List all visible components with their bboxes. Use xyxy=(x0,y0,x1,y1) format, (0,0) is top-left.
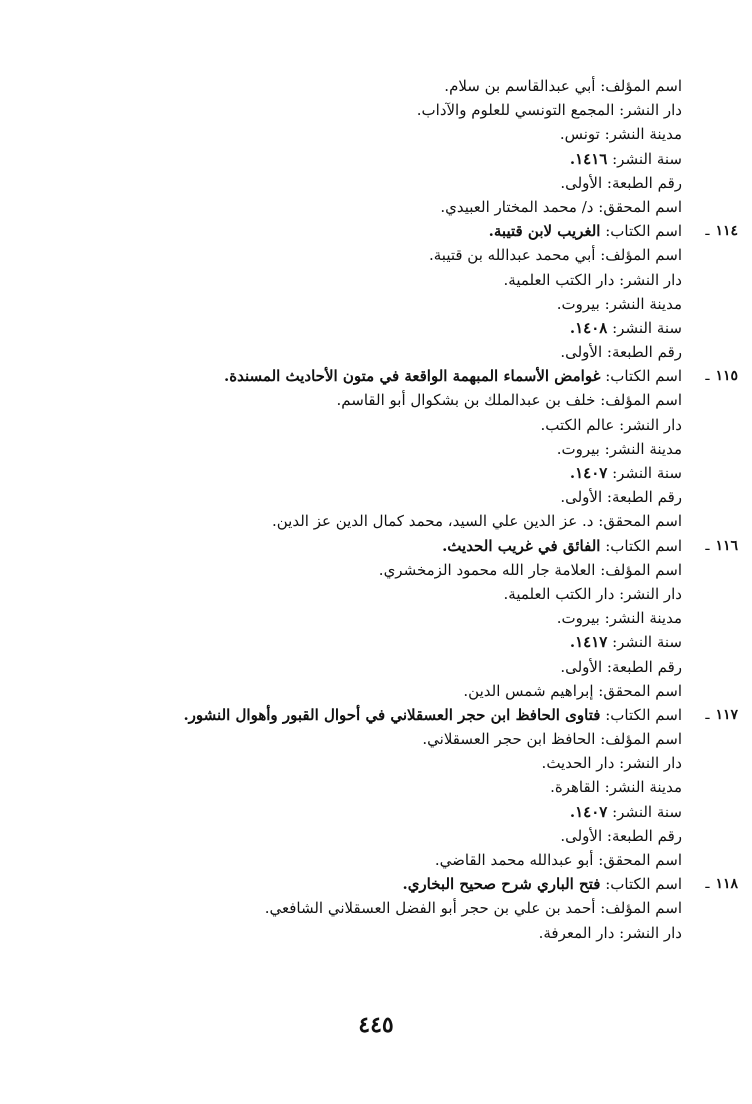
entry-number xyxy=(705,364,738,388)
bibliography-line xyxy=(82,509,682,533)
field-value: ١٤١٧. xyxy=(569,633,608,652)
bibliography-line xyxy=(82,824,682,848)
field-label: دار النشر: xyxy=(619,923,682,942)
field-value: دار الحديث. xyxy=(541,754,615,773)
bibliography-line xyxy=(82,582,682,606)
entry-number-value: ١١٤ xyxy=(715,223,738,240)
field-label: مدينة النشر: xyxy=(604,609,682,628)
field-label: اسم الكتاب: xyxy=(605,875,682,894)
field-value: فتاوى الحافظ ابن حجر العسقلاني في أحوال القبور وأهوال النشور. xyxy=(183,705,601,724)
bibliography-line xyxy=(82,74,682,98)
field-value: دار الكتب العلمية. xyxy=(503,270,615,289)
field-label: دار النشر: xyxy=(619,584,682,603)
field-value: العلامة جار الله محمود الزمخشري. xyxy=(378,560,596,579)
field-value: ١٤٠٧. xyxy=(569,802,608,821)
field-value: أبو عبدالله محمد القاضي. xyxy=(434,851,594,869)
field-value: الفائق في غريب الحديث. xyxy=(442,536,601,555)
field-value: ١٤١٦. xyxy=(569,149,608,168)
field-value: أبي عبدالقاسم بن سلام. xyxy=(444,77,596,95)
field-value: فتح الباري شرح صحيح البخاري. xyxy=(402,875,601,894)
field-label: دار النشر: xyxy=(619,270,682,289)
field-value: القاهرة. xyxy=(550,778,600,797)
bibliography-line xyxy=(82,679,682,703)
field-value: بيروت. xyxy=(556,439,600,458)
field-label: رقم الطبعة: xyxy=(606,826,682,845)
entry-number-value: ١١٥ xyxy=(715,368,738,385)
field-value: الأولى. xyxy=(560,488,603,507)
field-value: عالم الكتب. xyxy=(540,415,615,434)
field-label: سنة النشر: xyxy=(612,633,682,652)
bibliography-line xyxy=(82,655,682,679)
field-value: أحمد بن علي بن حجر أبو الفضل العسقلاني الشافعي. xyxy=(264,899,596,918)
bibliography-line xyxy=(82,461,682,485)
field-value: الأولى. xyxy=(560,343,603,362)
entry-number xyxy=(705,534,738,558)
bibliography-line xyxy=(82,171,682,195)
field-value: غوامض الأسماء المبهمة الواقعة في متون الأحاديث المسندة. xyxy=(224,367,601,386)
entry-number-value: ١١٦ xyxy=(715,537,738,554)
field-value: ١٤٠٨. xyxy=(569,318,608,337)
field-label: سنة النشر: xyxy=(612,318,682,337)
bibliography-line xyxy=(82,413,682,437)
entry-number xyxy=(705,872,738,896)
field-value: أبي محمد عبدالله بن قتيبة. xyxy=(428,246,596,265)
field-label: سنة النشر: xyxy=(612,149,682,168)
field-label: دار النشر: xyxy=(619,101,682,120)
field-label: اسم المؤلف: xyxy=(600,730,682,749)
field-label: دار النشر: xyxy=(619,754,682,773)
entry-number-value: ١١٨ xyxy=(715,876,738,893)
field-value: إبراهيم شمس الدين. xyxy=(463,681,594,700)
bibliography-line xyxy=(82,122,682,146)
bibliography-line xyxy=(82,147,682,171)
page-number: ٤٤٥ xyxy=(358,1012,394,1038)
entry-dash: ـ xyxy=(705,368,710,385)
entry-dash: ـ xyxy=(705,537,710,554)
field-label: دار النشر: xyxy=(619,415,682,434)
field-label: مدينة النشر: xyxy=(604,778,682,797)
field-label: رقم الطبعة: xyxy=(606,657,682,676)
field-label: اسم المؤلف: xyxy=(600,560,682,579)
field-label: اسم المؤلف: xyxy=(600,77,682,95)
field-value: خلف بن عبدالملك بن بشكوال أبو القاسم. xyxy=(336,391,596,410)
bibliography-line xyxy=(82,921,682,945)
field-label: اسم المحقق: xyxy=(598,851,682,869)
field-label: سنة النشر: xyxy=(612,464,682,482)
entry-dash: ـ xyxy=(705,223,710,240)
bibliography-line xyxy=(82,340,682,364)
bibliography-line xyxy=(82,606,682,630)
bibliography-line xyxy=(82,437,682,461)
bibliography-line xyxy=(82,243,682,267)
field-label: سنة النشر: xyxy=(612,802,682,821)
field-label: رقم الطبعة: xyxy=(606,173,682,192)
field-value: بيروت. xyxy=(556,294,600,313)
field-value: الأولى. xyxy=(560,826,603,845)
bibliography-line xyxy=(82,98,682,122)
field-label: رقم الطبعة: xyxy=(606,488,682,507)
bibliography-line xyxy=(82,727,682,751)
field-label: مدينة النشر: xyxy=(604,439,682,458)
bibliography-line xyxy=(82,800,682,824)
field-value: بيروت. xyxy=(556,609,600,628)
bibliography-line xyxy=(82,195,682,219)
field-label: اسم الكتاب: xyxy=(605,222,682,241)
bibliography-line xyxy=(82,364,738,388)
bibliography-line xyxy=(82,896,682,920)
bibliography-line xyxy=(82,316,682,340)
field-label: مدينة النشر: xyxy=(604,294,682,313)
field-value: دار المعرفة. xyxy=(538,923,615,942)
field-value: الغريب لابن قتيبة. xyxy=(488,222,601,241)
field-value: د. عز الدين علي السيد، محمد كمال الدين عز الدين. xyxy=(271,512,594,531)
bibliography-line xyxy=(82,534,738,558)
bibliography-line xyxy=(82,872,738,896)
bibliography-line xyxy=(82,703,738,727)
bibliography-line xyxy=(82,558,682,582)
field-label: اسم المحقق: xyxy=(598,512,682,531)
bibliography-line xyxy=(82,292,682,316)
field-label: اسم المؤلف: xyxy=(600,246,682,265)
bibliography-line xyxy=(82,775,682,799)
field-value: الأولى. xyxy=(560,173,603,192)
bibliography-line xyxy=(82,485,682,509)
field-label: اسم المؤلف: xyxy=(600,899,682,918)
bibliography-list xyxy=(82,74,738,945)
field-value: د/ محمد المختار العبيدي. xyxy=(440,197,594,216)
bibliography-line xyxy=(82,219,738,243)
field-value: الأولى. xyxy=(560,657,603,676)
entry-dash: ـ xyxy=(705,706,710,723)
field-value: تونس. xyxy=(559,125,600,144)
field-label: اسم المؤلف: xyxy=(600,391,682,410)
entry-number xyxy=(705,219,738,243)
bibliography-line xyxy=(82,630,682,654)
bibliography-line xyxy=(82,848,682,872)
field-value: دار الكتب العلمية. xyxy=(503,584,615,603)
field-value: المجمع التونسي للعلوم والآداب. xyxy=(416,101,615,120)
bibliography-line xyxy=(82,751,682,775)
entry-dash: ـ xyxy=(705,876,710,893)
bibliography-line xyxy=(82,268,682,292)
field-label: اسم المحقق: xyxy=(598,197,682,216)
field-value: ١٤٠٧. xyxy=(569,464,608,482)
field-label: اسم الكتاب: xyxy=(605,367,682,386)
field-label: اسم الكتاب: xyxy=(605,536,682,555)
entry-number-value: ١١٧ xyxy=(715,706,738,723)
field-label: مدينة النشر: xyxy=(604,125,682,144)
field-label: اسم الكتاب: xyxy=(605,705,682,724)
entry-number xyxy=(705,703,738,727)
field-label: رقم الطبعة: xyxy=(606,343,682,362)
field-value: الحافظ ابن حجر العسقلاني. xyxy=(422,730,596,749)
bibliography-line xyxy=(82,388,682,412)
field-label: اسم المحقق: xyxy=(598,681,682,700)
